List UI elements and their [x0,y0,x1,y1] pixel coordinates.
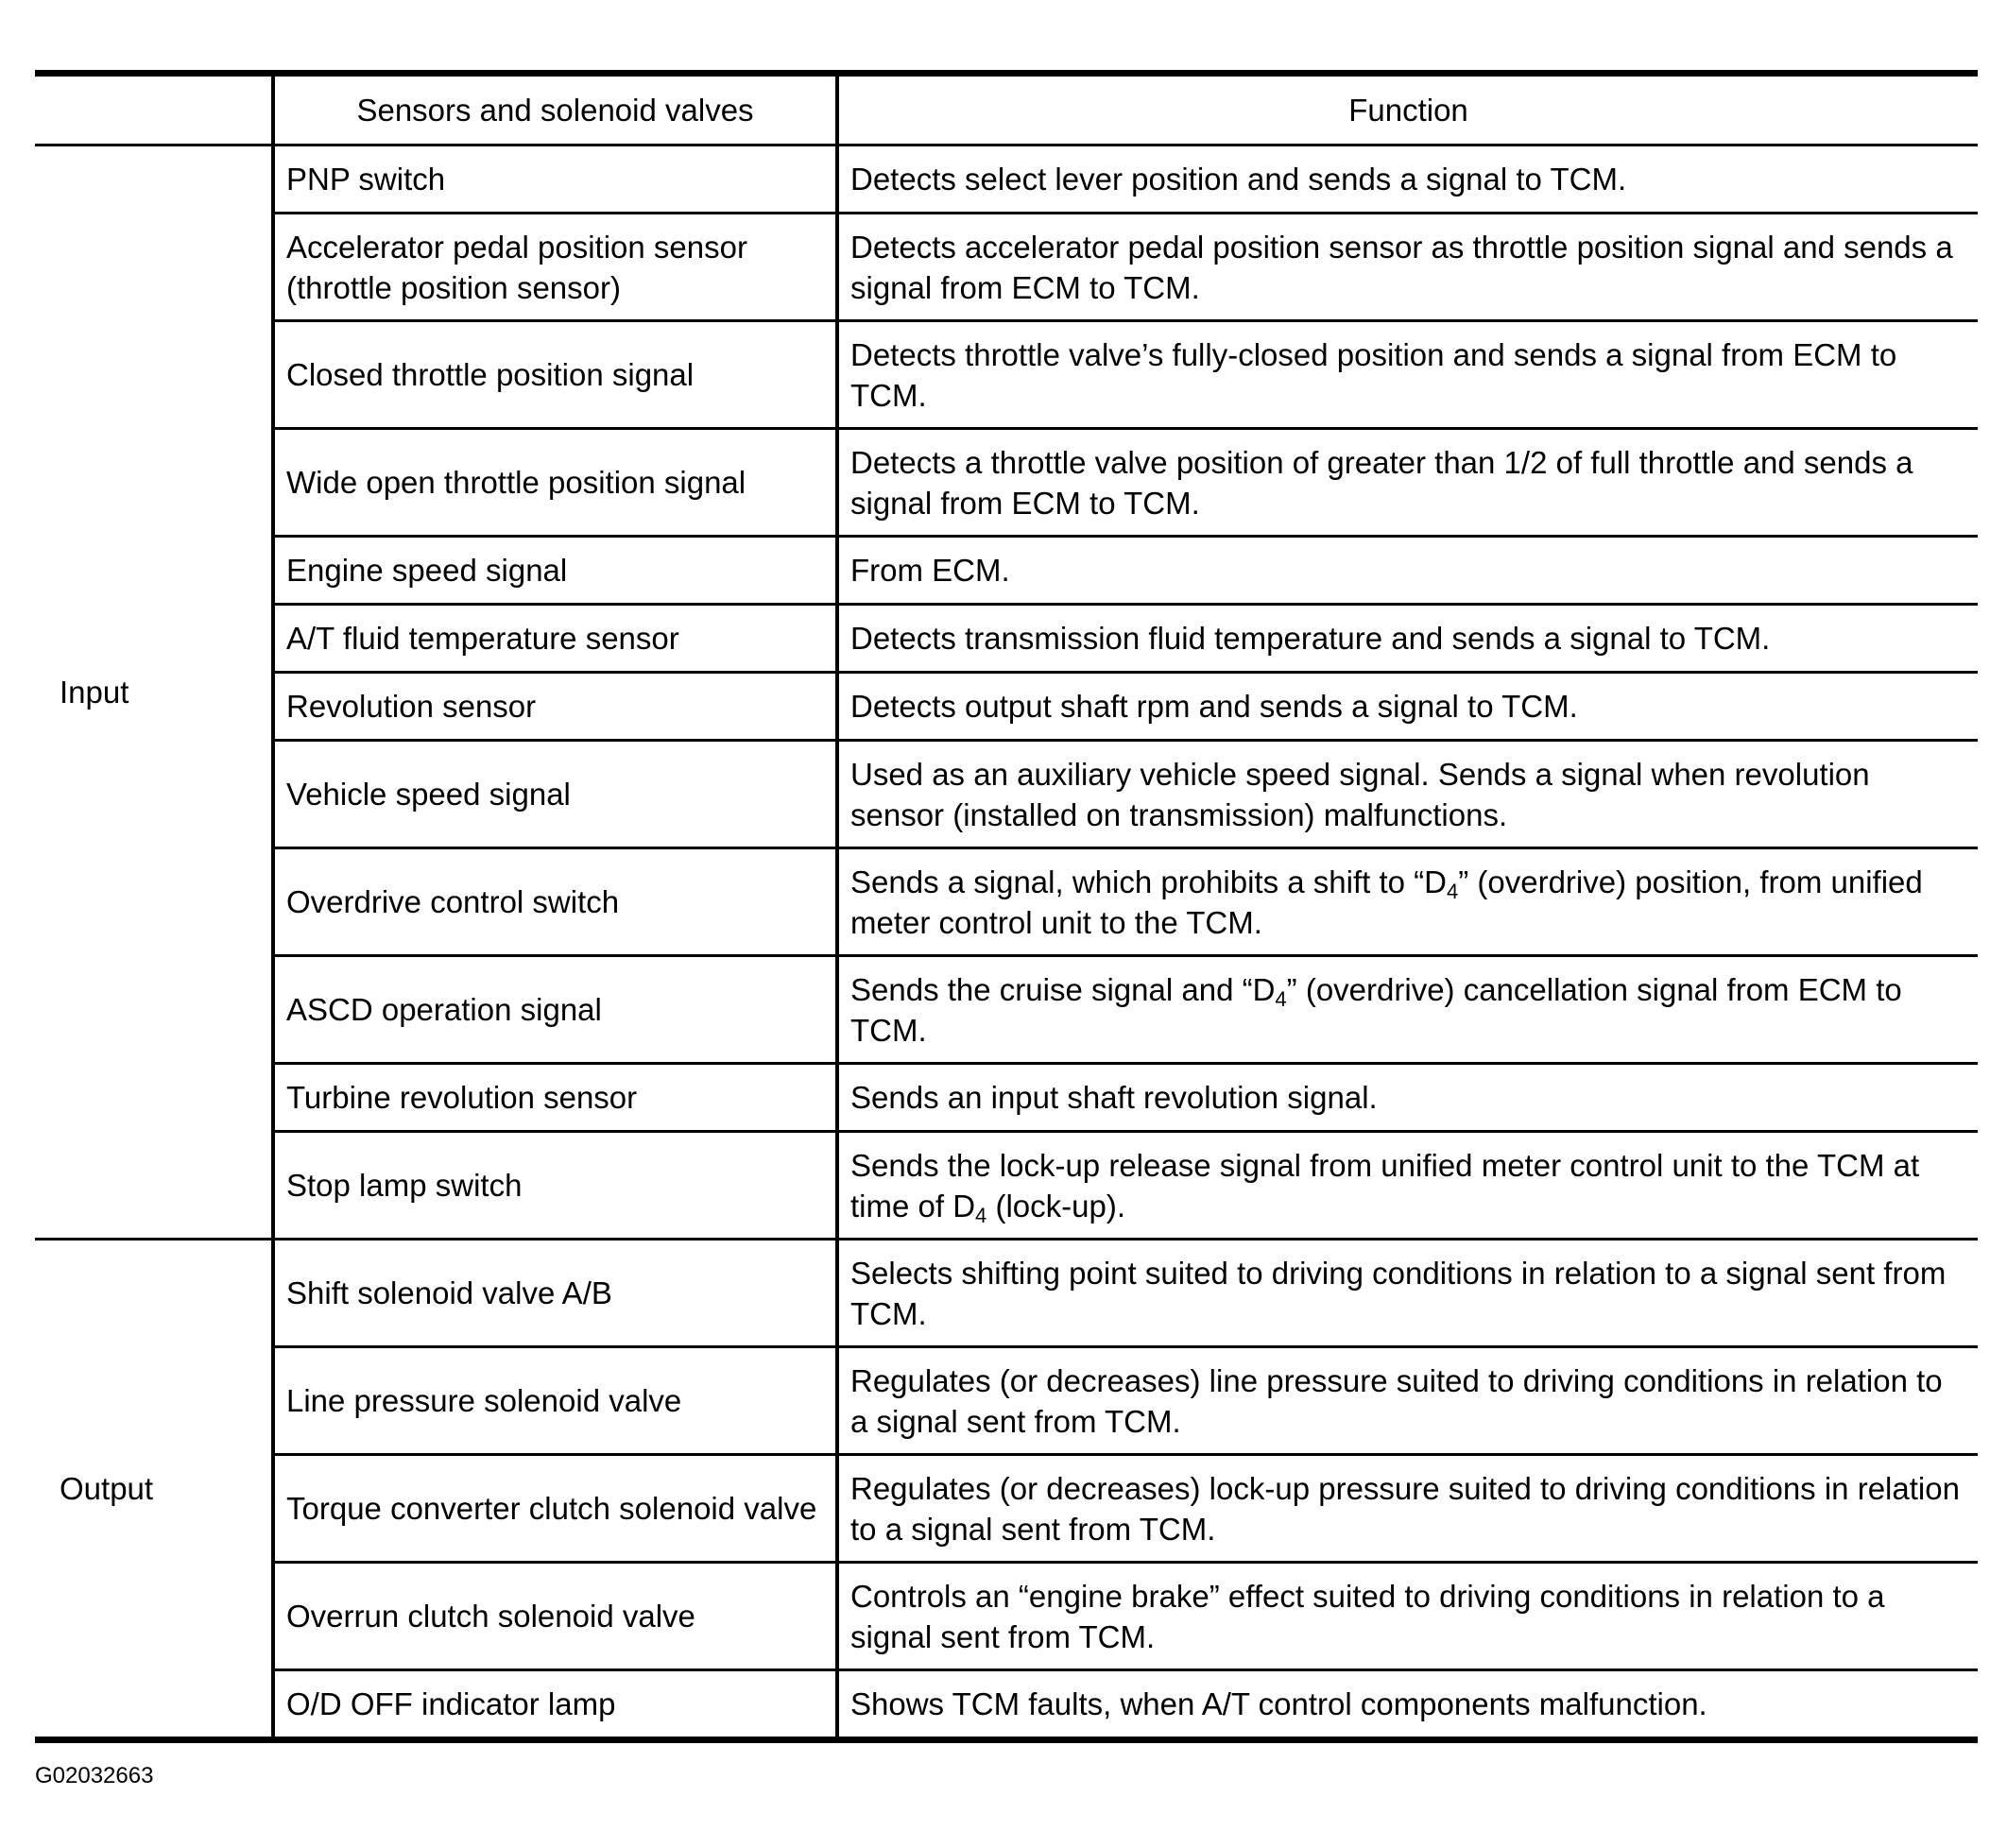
table-row [35,956,1978,1064]
function-text: ” (overdrive) cancellation signal from ECM to TCM. [850,971,1902,1048]
sensor-cell: Accelerator pedal position sensor (throttle position sensor) [273,214,837,321]
function-cell: Regulates (or decreases) line pressure suited to driving conditions in relation to a signal sent from TCM. [837,1347,1978,1455]
function-subscript: 4 [1446,879,1459,903]
function-cell: Used as an auxiliary vehicle speed signal. Sends a signal when revolution sensor (installed on transmission) malfunctions. [837,741,1978,848]
function-cell: Shows TCM faults, when A/T control components malfunction. [837,1670,1978,1740]
header-function: Function [837,74,1978,145]
sensor-cell: Turbine revolution sensor [273,1064,837,1132]
sensor-cell: PNP switch [273,145,837,214]
header-group [35,74,273,145]
function-text: Sends a signal, which prohibits a shift to “D [850,864,1447,899]
sensor-cell: Vehicle speed signal [273,741,837,848]
sensor-cell: Overdrive control switch [273,848,837,956]
table-row [35,145,1978,214]
sensor-cell: Closed throttle position signal [273,321,837,429]
sensor-cell: Wide open throttle position signal [273,429,837,537]
table-row [35,321,1978,429]
sensor-cell: Line pressure solenoid valve [273,1347,837,1455]
table-row [35,1347,1978,1455]
figure-id: G02032663 [35,1763,154,1788]
function-cell: From ECM. [837,537,1978,605]
sensor-cell: O/D OFF indicator lamp [273,1670,837,1740]
table-row [35,1455,1978,1563]
sensor-cell: ASCD operation signal [273,956,837,1064]
function-cell: Detects select lever position and sends a signal to TCM. [837,145,1978,214]
sensor-cell: Shift solenoid valve A/B [273,1240,837,1347]
table-row [35,848,1978,956]
function-cell [837,848,1978,956]
group-label-input: Input [35,145,273,1240]
function-cell: Selects shifting point suited to driving conditions in relation to a signal sent from TCM. [837,1240,1978,1347]
table-row [35,1670,1978,1740]
function-text: ” (overdrive) position, from unified meter control unit to the TCM. [850,864,1923,940]
function-cell: Sends an input shaft revolution signal. [837,1064,1978,1132]
function-cell: Regulates (or decreases) lock-up pressure suited to driving conditions in relation to a signal sent from TCM. [837,1455,1978,1563]
function-cell: Detects transmission fluid temperature and sends a signal to TCM. [837,605,1978,673]
table-row [35,537,1978,605]
function-cell: Detects accelerator pedal position sensor as throttle position signal and sends a signal from ECM to TCM. [837,214,1978,321]
function-cell: Detects output shaft rpm and sends a signal to TCM. [837,673,1978,741]
function-cell: Controls an “engine brake” effect suited to driving conditions in relation to a signal sent from TCM. [837,1563,1978,1670]
function-text: Sends the lock-up release signal from unified meter control unit to the TCM at time of D [850,1147,1920,1223]
sensor-cell: Stop lamp switch [273,1132,837,1240]
function-text: (lock-up). [986,1188,1125,1223]
table-row [35,1132,1978,1240]
group-label-output: Output [35,1240,273,1740]
table-row [35,605,1978,673]
table-row [35,673,1978,741]
sensors-function-table [35,70,1978,1743]
table-row [35,429,1978,537]
table-row [35,214,1978,321]
function-cell: Detects a throttle valve position of greater than 1/2 of full throttle and sends a signal from ECM to TCM. [837,429,1978,537]
table-row [35,1064,1978,1132]
table-row [35,1563,1978,1670]
table-row [35,1240,1978,1347]
function-subscript: 4 [975,1203,987,1227]
sensor-cell: A/T fluid temperature sensor [273,605,837,673]
sensor-cell: Torque converter clutch solenoid valve [273,1455,837,1563]
table-header-row [35,74,1978,145]
sensor-cell: Revolution sensor [273,673,837,741]
function-subscript: 4 [1275,986,1287,1011]
function-cell [837,1132,1978,1240]
sensor-cell: Engine speed signal [273,537,837,605]
function-cell: Detects throttle valve’s fully-closed position and sends a signal from ECM to TCM. [837,321,1978,429]
table-row [35,741,1978,848]
function-text: Sends the cruise signal and “D [850,971,1276,1007]
function-cell [837,956,1978,1064]
sensor-cell: Overrun clutch solenoid valve [273,1563,837,1670]
header-sensors: Sensors and solenoid valves [273,74,837,145]
